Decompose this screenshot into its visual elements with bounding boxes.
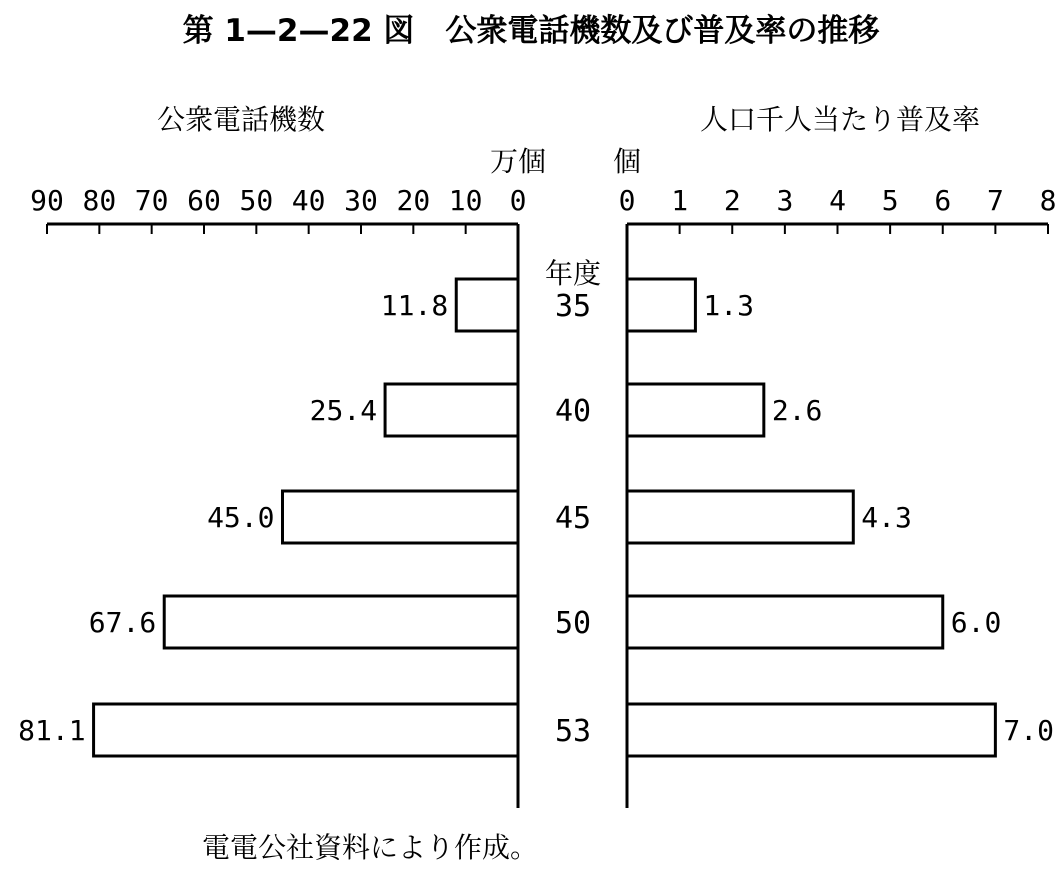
- right-panel-title: 人口千人当たり普及率: [699, 103, 981, 136]
- left-tick-label: 30: [344, 184, 378, 217]
- year-labels: [555, 289, 591, 749]
- left-axis-ticks: [30, 184, 526, 234]
- right-tick-label: 7: [986, 184, 1004, 217]
- left-unit-label: 万個: [489, 145, 547, 178]
- year-label: 45: [554, 501, 592, 536]
- right-bar-value-label: 7.0: [1003, 714, 1054, 747]
- right-unit-label: 個: [612, 145, 642, 178]
- left-tick-label: 20: [396, 184, 431, 217]
- right-tick-label: 6: [934, 184, 952, 217]
- left-tick-label: 60: [187, 184, 221, 217]
- left-bar: [94, 704, 518, 756]
- figure-title: 第 1—2—22 図 公衆電話機数及び普及率の推移: [182, 13, 880, 49]
- left-bar-value-label: 25.4: [309, 394, 378, 427]
- right-tick-label: 0: [618, 184, 636, 217]
- year-label: 40: [554, 394, 592, 429]
- left-bars: [18, 279, 518, 756]
- year-label: 50: [554, 606, 592, 641]
- right-bar-value-label: 6.0: [950, 606, 1002, 639]
- right-tick-label: 1: [671, 184, 689, 217]
- year-header: 年度: [544, 257, 602, 290]
- right-tick-label: 3: [776, 184, 794, 217]
- left-tick-label: 70: [134, 184, 169, 217]
- right-bar: [627, 596, 943, 648]
- source-note: 電電公社資料により作成。: [201, 831, 539, 864]
- left-bar: [164, 596, 518, 648]
- left-bar-value-label: 45.0: [207, 501, 275, 534]
- right-tick-label: 8: [1039, 184, 1057, 217]
- left-bar-value-label: 11.8: [380, 289, 449, 322]
- year-label: 35: [554, 289, 592, 324]
- right-axis-ticks: [619, 184, 1057, 234]
- left-tick-label: 10: [448, 184, 483, 217]
- left-bar: [283, 491, 519, 543]
- left-bar-value-label: 67.6: [88, 606, 157, 639]
- right-tick-label: 2: [723, 184, 741, 217]
- right-tick-label: 5: [881, 184, 899, 217]
- left-tick-label: 40: [291, 184, 326, 217]
- right-bar: [627, 279, 695, 331]
- left-panel-title: 公衆電話機数: [156, 103, 326, 136]
- right-bar: [627, 491, 853, 543]
- year-label: 53: [554, 714, 592, 749]
- left-tick-label: 50: [239, 184, 274, 217]
- left-tick-label: 0: [509, 184, 527, 217]
- left-bar-value-label: 81.1: [18, 714, 86, 747]
- right-bar-value-label: 4.3: [861, 501, 912, 534]
- right-bar: [627, 384, 764, 436]
- left-bar: [456, 279, 518, 331]
- left-bar: [385, 384, 518, 436]
- left-tick-label: 80: [82, 184, 117, 217]
- right-bars: [627, 279, 1054, 756]
- right-bar-value-label: 2.6: [771, 394, 823, 427]
- right-tick-label: 4: [829, 184, 846, 217]
- right-bar-value-label: 1.3: [703, 289, 754, 322]
- left-tick-label: 90: [30, 184, 64, 217]
- right-bar: [627, 704, 995, 756]
